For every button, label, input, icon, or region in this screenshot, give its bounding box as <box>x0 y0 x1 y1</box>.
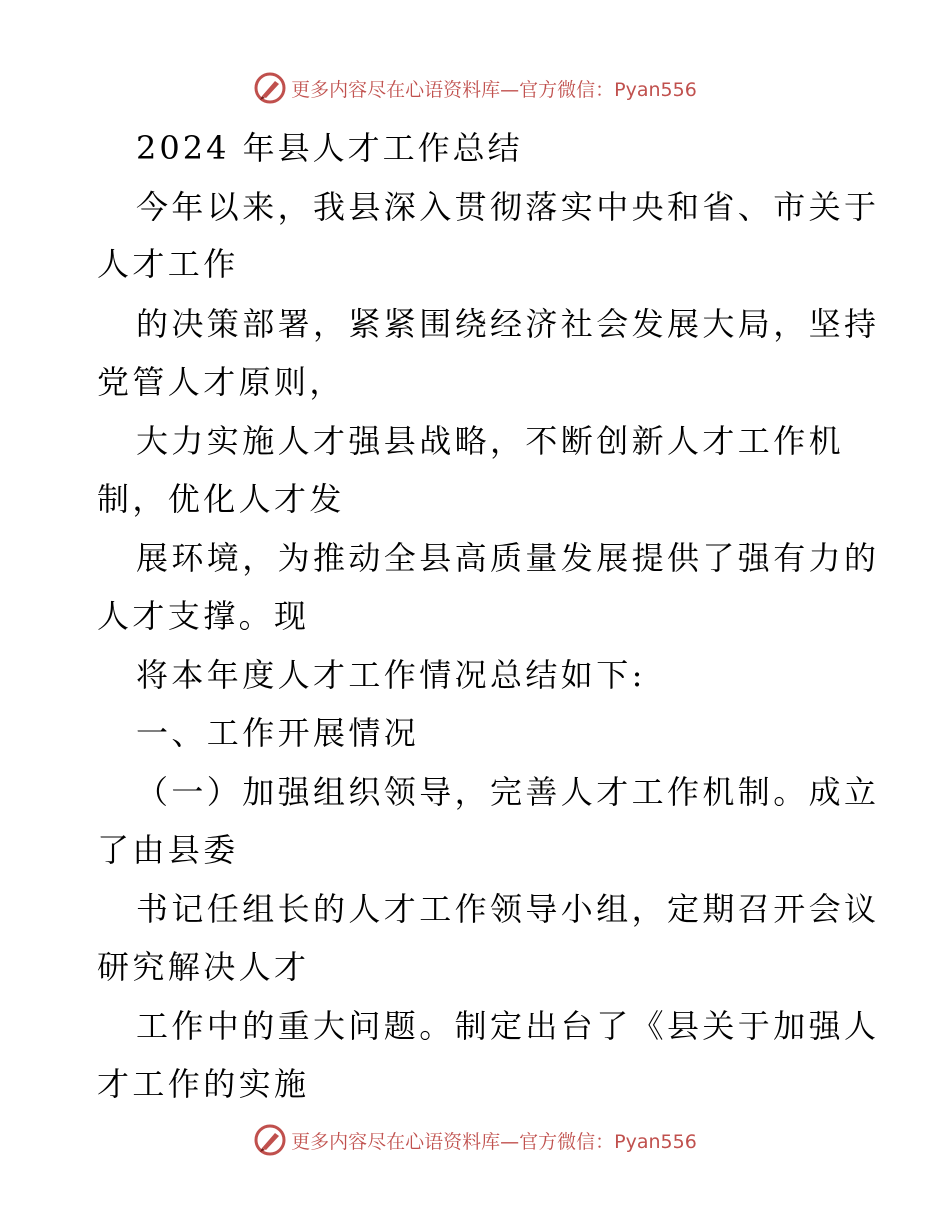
paragraph-line: 大力实施人才强县战略，不断创新人才工作机 <box>136 422 845 460</box>
paragraph-line: 人才支撑。现 <box>97 597 310 635</box>
paragraph-line: 人才工作 <box>97 245 239 283</box>
paragraph-line: 今年以来，我县深入贯彻落实中央和省、市关于 <box>136 188 880 226</box>
watermark-text: 更多内容尽在心语资料库—官方微信：Pyan556 <box>291 78 697 101</box>
document-title: 2024 年县人才工作总结 <box>136 129 523 167</box>
pen-seal-icon <box>253 1123 287 1157</box>
paragraph-line: 党管人才原则， <box>97 363 345 401</box>
paragraph-line: 的决策部署，紧紧围绕经济社会发展大局，坚持 <box>136 305 880 343</box>
paragraph-line: 研究解决人才 <box>97 948 310 986</box>
top-watermark-banner <box>0 68 950 108</box>
paragraph-line: 展环境，为推动全县高质量发展提供了强有力的 <box>136 539 880 577</box>
watermark-text: 更多内容尽在心语资料库—官方微信：Pyan556 <box>291 1130 697 1153</box>
paragraph-line: 制，优化人才发 <box>97 480 345 518</box>
paragraph-line: 了由县委 <box>97 831 239 869</box>
bottom-watermark-banner <box>0 1120 950 1160</box>
paragraph-line: 将本年度人才工作情况总结如下: <box>136 656 646 694</box>
paragraph-line: 工作中的重大问题。制定出台了《县关于加强人 <box>136 1007 880 1045</box>
pen-seal-icon <box>253 71 287 105</box>
section-heading: 一、工作开展情况 <box>136 714 420 752</box>
paragraph-line: 才工作的实施 <box>97 1065 310 1103</box>
paragraph-line: 书记任组长的人才工作领导小组，定期召开会议 <box>136 890 880 928</box>
paragraph-line: （一）加强组织领导，完善人才工作机制。成立 <box>136 773 880 811</box>
